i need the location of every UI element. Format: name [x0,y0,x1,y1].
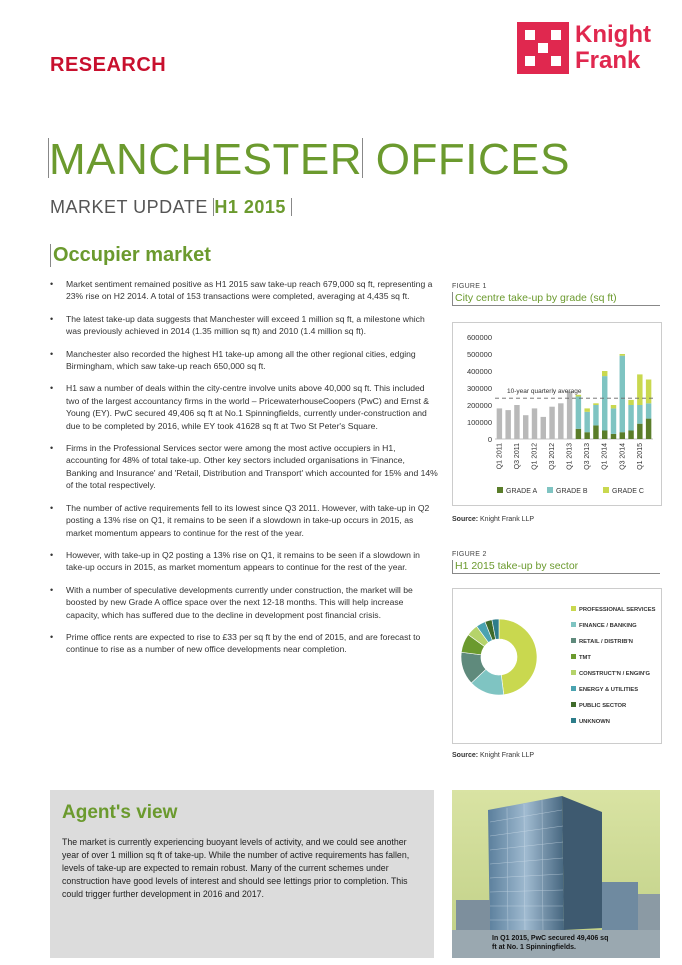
y-tick-label: 100000 [466,418,492,427]
legend-swatch [571,638,576,643]
legend-swatch [497,487,503,493]
legend-label: FINANCE / BANKING [579,623,637,629]
figure1-source [452,516,534,523]
knight-frank-logo [517,22,662,78]
bar-total [514,405,519,439]
legend-label: UNKNOWN [579,719,610,725]
donut-slice [499,619,537,695]
occupier-bullet-list [48,278,438,666]
take-up-by-grade-chart [453,323,661,505]
take-up-by-sector-chart [453,589,661,743]
subtitle-bar-right [291,198,292,216]
legend-swatch [571,686,576,691]
legend-swatch [571,606,576,611]
figure1-source-text: Knight Frank LLP [480,516,535,523]
legend-swatch [547,487,553,493]
y-tick-label: 300000 [466,384,492,393]
list-item: • However, with take-up in Q2 posting a 13% rise on Q1, it remains to be seen if a slowdown in take-up occurs in 2015, as market momentum appears to continue for the rest of the year. [48,549,438,574]
building-photo [452,790,660,958]
average-line-label: 10-year quarterly average [507,388,582,396]
x-tick-label: Q3 2012 [549,443,557,470]
legend-swatch [571,622,576,627]
legend-label: ENERGY & UTILITIES [579,687,639,693]
figure1-source-label: Source: [452,516,479,523]
bar-grade-c [593,403,598,405]
legend-swatch [571,654,576,659]
x-tick-label: Q1 2015 [636,443,644,470]
bar-grade-b [611,408,616,434]
logo-mark-icon [517,22,569,74]
bar-grade-a [576,429,581,439]
bar-grade-c [602,371,607,376]
figure2-source-label: Source: [452,752,479,759]
bar-grade-a [602,431,607,440]
list-item: • Prime office rents are expected to rise to £33 per sq ft by the end of 2015, and are forecast to continue to rise as a number of new office developments near completion. [48,631,438,656]
legend-label: PUBLIC SECTOR [579,703,627,709]
legend-label: GRADE A [506,488,538,495]
figure2-source-text: Knight Frank LLP [480,752,535,759]
legend-swatch [571,670,576,675]
photo-caption-line2: ft at No. 1 Spinningfields. [492,944,576,951]
bar-total [558,403,563,439]
legend-swatch [571,718,576,723]
list-item: • The latest take-up data suggests that Manchester will exceed 1 million sq ft, a milestone which was previously achieved in 2014 (1.35 million sq ft) and 2010 (1.4 million sq ft). [48,313,438,338]
x-tick-label: Q3 2011 [513,443,521,470]
legend-label: GRADE C [612,488,644,495]
logo-text [575,22,651,74]
agent-view-box [50,790,434,958]
figure1-label: FIGURE 1 [452,283,487,290]
y-tick-label: 500000 [466,350,492,359]
x-tick-label: Q3 2014 [619,443,627,470]
legend-swatch [571,702,576,707]
bar-grade-c [637,374,642,405]
legend-swatch [603,487,609,493]
figure1-chart-box [452,322,662,506]
bar-grade-a [593,425,598,439]
list-item: • The number of active requirements fell to its lowest since Q3 2011. However, with take-up in Q2 posting a 13% rise on Q1, it remains to be seen if a slowdown in take-up occurs in 2015, as market momentum appears to continue for the rest of the year. [48,502,438,539]
bar-grade-a [584,432,589,439]
y-tick-label: 400000 [466,367,492,376]
x-tick-label: Q1 2014 [601,443,609,470]
legend-label: PROFESSIONAL SERVICES [579,607,656,613]
research-label: RESEARCH [50,54,167,76]
bar-grade-a [620,432,625,439]
building-illustration [452,790,660,958]
agent-view-text: The market is currently experiencing buoyant levels of activity, and we could see another year of over 1 million sq ft of take-up. While the number of active requirements has fallen, levels of take-up are expected to remain robust. Many of the current schemes under construction have good levels of interest and should see lettings prior to completion. This could trigger further development in 2016 and 2017. [62,837,410,899]
agent-view-heading: Agent's view [62,802,178,823]
photo-caption [492,934,608,952]
bar-total [505,410,510,439]
occupier-heading: Occupier market [50,244,211,267]
x-tick-label: Q1 2011 [496,443,504,470]
bar-grade-c [646,380,651,404]
figure1-title: City centre take-up by grade (sq ft) [452,292,660,306]
legend-label: CONSTRUCT'N / ENGIN'G [579,671,651,677]
bar-grade-b [637,405,642,424]
list-item: • H1 saw a number of deals within the city-centre involve units above 40,000 sq ft. This included two of the largest accountancy firms in the world – PricewaterhouseCoopers (PwC) and Ernst & Young (EY). PwC secured 49,406 sq ft at No.1 Spinningfields, currently under-construction and due to be completed by 2016, while EY took 41628 sq ft at Two St Peter's Square. [48,382,438,432]
legend-label: TMT [579,655,591,661]
bar-total [541,417,546,439]
legend-label: RETAIL / DISTRIB'N [579,639,633,645]
x-tick-label: Q1 2013 [566,443,574,470]
logo-word-frank: Frank [575,47,641,74]
bar-grade-a [611,434,616,439]
logo-word-knight: Knight [575,21,651,48]
bar-grade-b [620,356,625,433]
page-title [48,136,570,184]
subtitle-text: MARKET UPDATE [50,197,208,217]
bar-grade-b [628,405,633,431]
bar-grade-b [602,376,607,430]
figure2-source [452,752,534,759]
list-item: • Manchester also recorded the highest H1 take-up among all the other regional cities, edging Birmingham, which saw take-up reach 650,000 sq ft. [48,348,438,373]
legend-label: GRADE B [556,488,588,495]
bar-grade-a [646,419,651,439]
page-subtitle [50,197,292,218]
bar-total [497,408,502,439]
bar-grade-b [584,412,589,432]
y-tick-label: 200000 [466,401,492,410]
photo-caption-line1: In Q1 2015, PwC secured 49,406 sq [492,935,609,942]
x-tick-label: Q1 2012 [531,443,539,470]
bar-total [549,407,554,439]
y-tick-label: 0 [487,435,492,444]
bar-grade-a [637,424,642,439]
bar-grade-b [593,405,598,425]
bar-grade-c [611,405,616,408]
bar-grade-a [628,431,633,440]
list-item: • With a number of speculative developments currently under construction, the market will be boosted by new Grade A office space over the next 12-18 months. This will help increase capacity, which has suffered due to the decline in development post financial crisis. [48,584,438,621]
bar-grade-b [576,397,581,429]
title-part1: MANCHESTER [49,135,363,184]
list-item: • Firms in the Professional Services sector were among the most active occupiers in H1, accounting for 48% of total take-up. Other key sectors included organisations in 'Finance, Banking and Insurance' and 'Retail, Distribution and Transport' which accounted for 15% and 14% of the total respectively. [48,442,438,492]
bar-grade-c [620,354,625,356]
title-bar-mid [362,138,363,178]
figure2-label: FIGURE 2 [452,551,487,558]
bar-grade-c [584,408,589,411]
figure2-chart-box [452,588,662,744]
x-tick-label: Q3 2013 [584,443,592,470]
bar-grade-c [628,400,633,405]
title-part2: OFFICES [375,135,570,184]
subtitle-period: H1 2015 [214,197,286,217]
bar-total [532,408,537,439]
list-item: • Market sentiment remained positive as H1 2015 saw take-up reach 679,000 sq ft, representing a 23% rise on H2 2014. A total of 153 transactions were completed, averaging at 4,435 sq ft. [48,278,438,303]
y-tick-label: 600000 [466,333,492,342]
bar-grade-b [646,403,651,418]
figure2-title: H1 2015 take-up by sector [452,560,660,574]
bar-total [523,415,528,439]
